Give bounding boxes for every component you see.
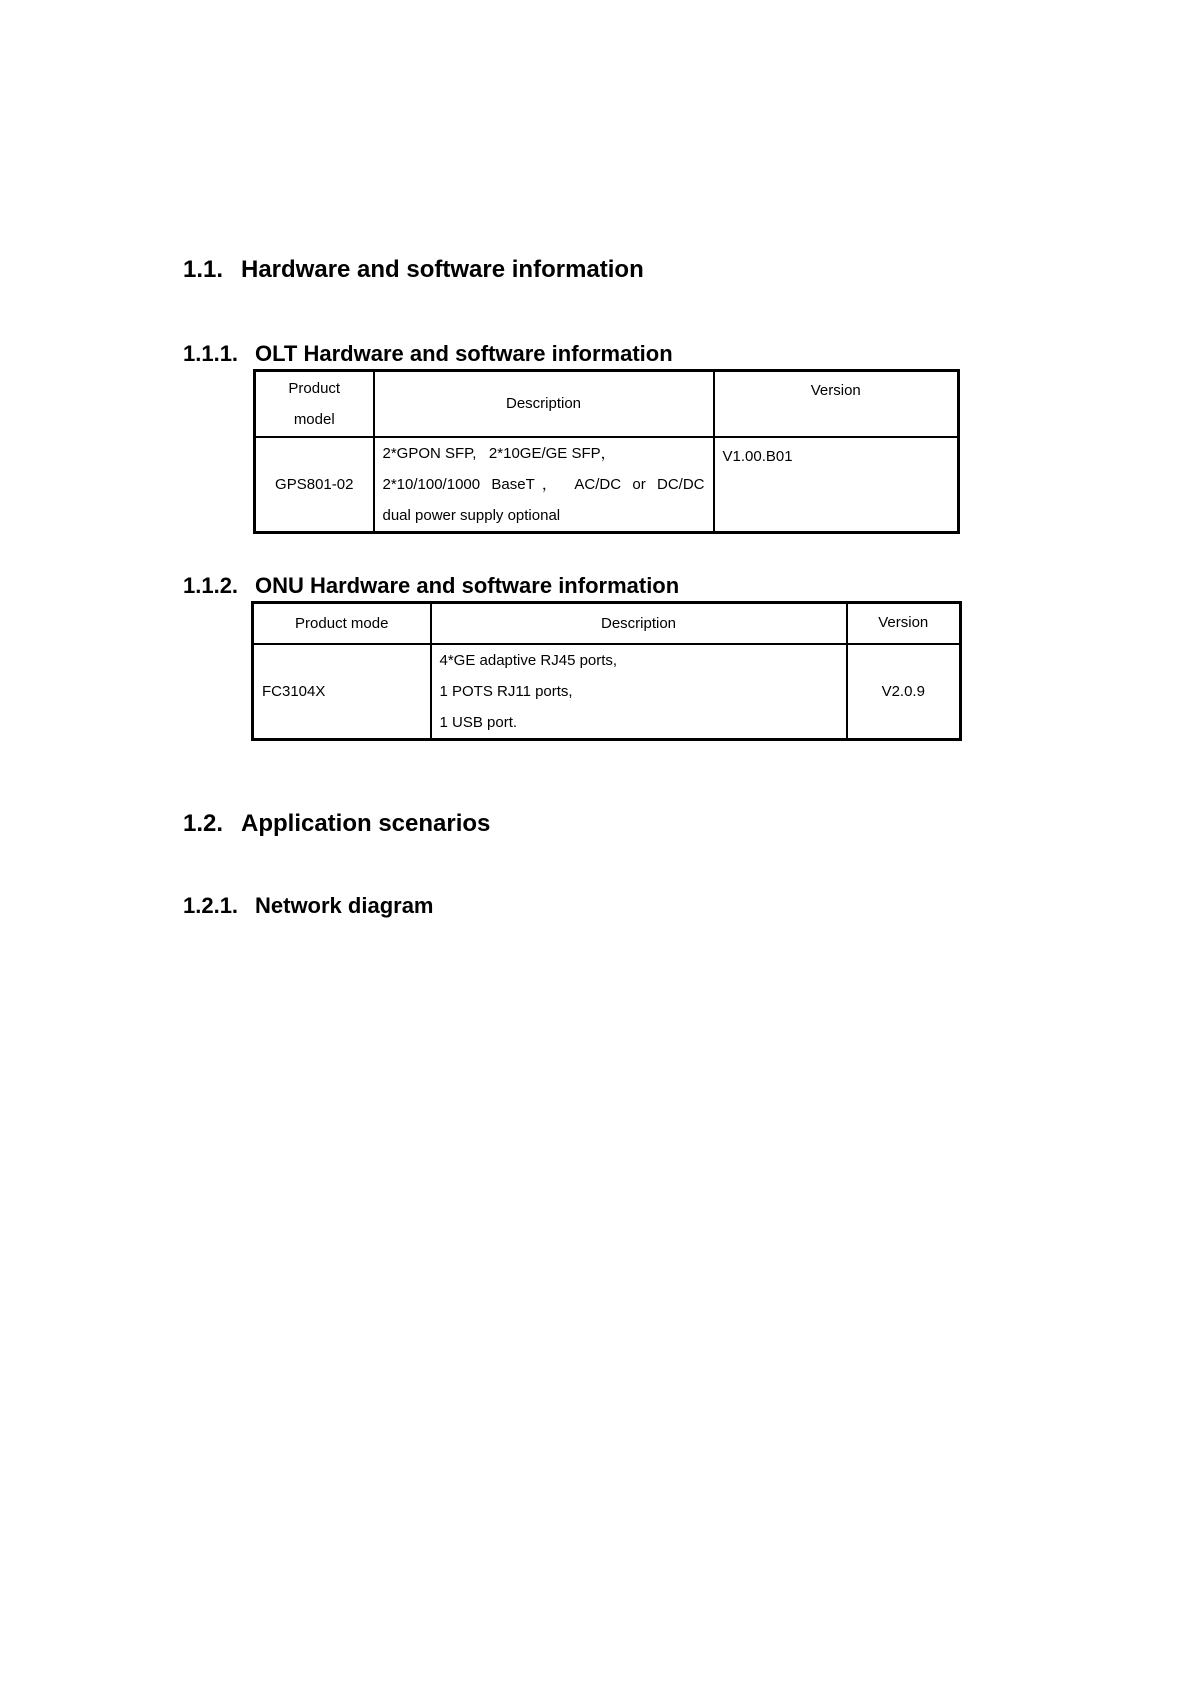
table-row: [255, 437, 959, 533]
cell-product: FC3104X: [253, 644, 431, 740]
header-description: Description: [374, 371, 714, 437]
desc-line-1: 4*GE adaptive RJ45 ports,: [439, 651, 618, 669]
header-version: Version: [847, 603, 961, 644]
section-number: 1.2.1.: [183, 893, 239, 918]
section-heading-1-1: [183, 258, 644, 282]
section-number: 1.1.: [183, 256, 224, 283]
section-title: OLT Hardware and software information: [255, 341, 673, 366]
header-product-mode: Product mode: [253, 603, 431, 644]
section-title: Network diagram: [255, 893, 434, 918]
table-header-row: [255, 371, 959, 437]
cell-description: [431, 644, 847, 740]
section-heading-1-1-2: [183, 575, 679, 597]
section-title: Application scenarios: [241, 810, 491, 837]
section-title: ONU Hardware and software information: [255, 573, 680, 598]
header-product-line1: Product: [288, 379, 341, 397]
onu-info-table: [251, 601, 962, 741]
cell-product: GPS801-02: [255, 437, 374, 533]
section-heading-1-2: [183, 812, 490, 836]
table-header-row: [253, 603, 961, 644]
section-number: 1.2.: [183, 810, 224, 837]
cell-version: V1.00.B01: [714, 437, 959, 533]
section-number: 1.1.1.: [183, 341, 239, 366]
section-number: 1.1.2.: [183, 573, 239, 598]
section-title: Hardware and software information: [241, 256, 644, 283]
desc-line-3: dual power supply optional: [382, 506, 561, 524]
desc-line-2: 1 POTS RJ11 ports,: [439, 682, 573, 700]
section-heading-1-1-1: [183, 343, 673, 365]
desc-line-2: 2*10/100/1000 BaseT， AC/DC or DC/DC: [382, 475, 705, 493]
header-product-model: [255, 371, 374, 437]
table-row: [253, 644, 961, 740]
header-product-line2: model: [293, 410, 335, 428]
olt-info-table: [253, 369, 960, 534]
section-heading-1-2-1: [183, 895, 434, 917]
header-version: Version: [714, 371, 959, 437]
desc-line-1: 2*GPON SFP, 2*10GE/GE SFP，: [382, 444, 616, 462]
header-description: Description: [431, 603, 847, 644]
cell-version: V2.0.9: [847, 644, 961, 740]
desc-line-3: 1 USB port.: [439, 713, 518, 731]
cell-description: [374, 437, 714, 533]
